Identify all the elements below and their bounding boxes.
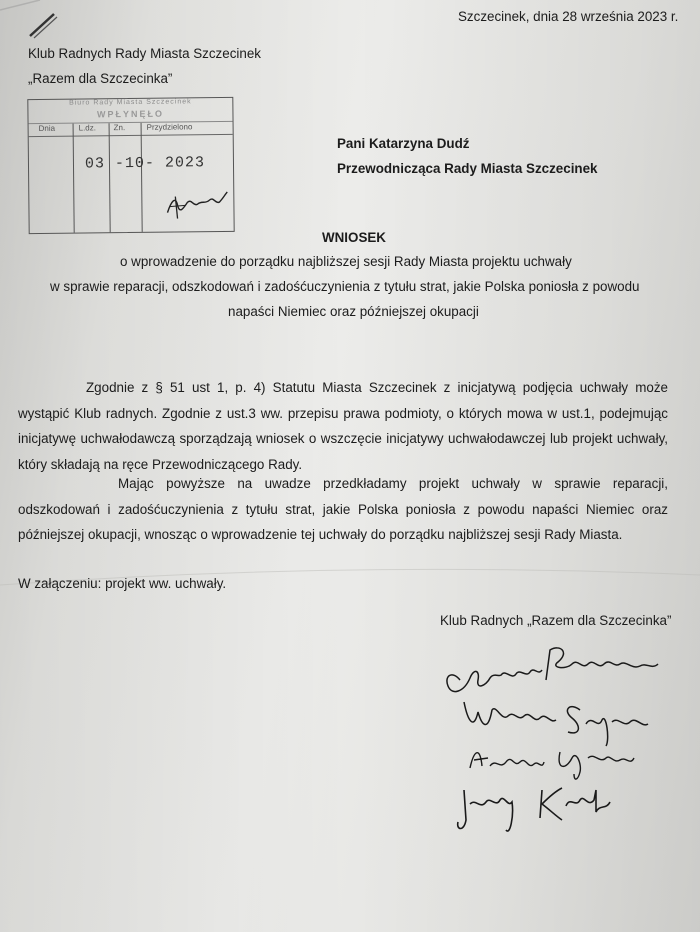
body-paragraph-2 xyxy=(18,471,668,548)
stamp-divider xyxy=(73,124,76,233)
sender-club-name: „Razem dla Szczecinka” xyxy=(28,71,173,86)
body-paragraph-1 xyxy=(18,375,668,477)
handwritten-signatures xyxy=(430,640,670,850)
document-heading: WNIOSEK xyxy=(322,230,386,245)
addressee-name: Pani Katarzyna Dudź xyxy=(337,136,470,151)
received-stamp xyxy=(27,97,234,234)
stamp-col-assigned: Przydzielono xyxy=(146,122,193,132)
stamp-divider xyxy=(141,123,144,232)
title-line-1: o wprowadzenie do porządku najbliższej sesji Rady Miasta projektu uchwały xyxy=(120,254,572,269)
stamp-initials-signature xyxy=(161,186,231,223)
title-line-3: napaści Niemiec oraz późniejszej okupacji xyxy=(228,304,479,319)
body-paragraph-2-text: Mając powyższe na uwadze przedkładamy projekt uchwały w sprawie reparacji, odszkodowań i zadośćuczynienia z tytułu strat, jakie Polska poniosła z powodu napaści Niemiec oraz późniejszej okupacji, wnosząc o wprowadzenie tej uchwały do porządku najbliższej sesji Rady Miasta. xyxy=(18,476,668,542)
stamp-received: WPŁYNĘŁO xyxy=(28,108,232,124)
staple-mark xyxy=(24,6,60,40)
stamp-col-ldz: L.dz. xyxy=(78,123,96,133)
stamp-office: Biuro Rady Miasta Szczecinek xyxy=(69,98,192,107)
stamp-date: 03 -10- 2023 xyxy=(84,154,206,173)
sender-club: Klub Radnych Rady Miasta Szczecinek xyxy=(28,46,261,61)
addressee-role: Przewodnicząca Rady Miasta Szczecinek xyxy=(337,161,598,176)
stamp-rule xyxy=(29,134,233,137)
stamp-col-zn: Zn. xyxy=(113,123,126,133)
stamp-col-day: Dnia xyxy=(38,123,56,133)
stamp-divider xyxy=(109,123,112,232)
place-date: Szczecinek, dnia 28 września 2023 r. xyxy=(458,9,679,24)
body-paragraph-1-text: Zgodnie z § 51 ust 1, p. 4) Statutu Miasta Szczecinek z inicjatywą podjęcia uchwały może wystąpić Klub radnych. Zgodnie z ust.3 ww. przepisu prawa podmioty, o których mowa w ust.1, podejmując inicjatywę uchwałodawczą sporządzają wniosek o wszczęcie inicjatywy uchwałodawczej lub projekt uchwały, który składają na ręce Przewodniczącego Rady. xyxy=(18,380,668,472)
title-line-2: w sprawie reparacji, odszkodowań i zadośćuczynienia z tytułu strat, jakie Polska poniosła z powodu xyxy=(50,279,640,294)
signature-club: Klub Radnych „Razem dla Szczecinka” xyxy=(440,613,672,628)
attachment-note: W załączeniu: projekt ww. uchwały. xyxy=(18,576,227,591)
